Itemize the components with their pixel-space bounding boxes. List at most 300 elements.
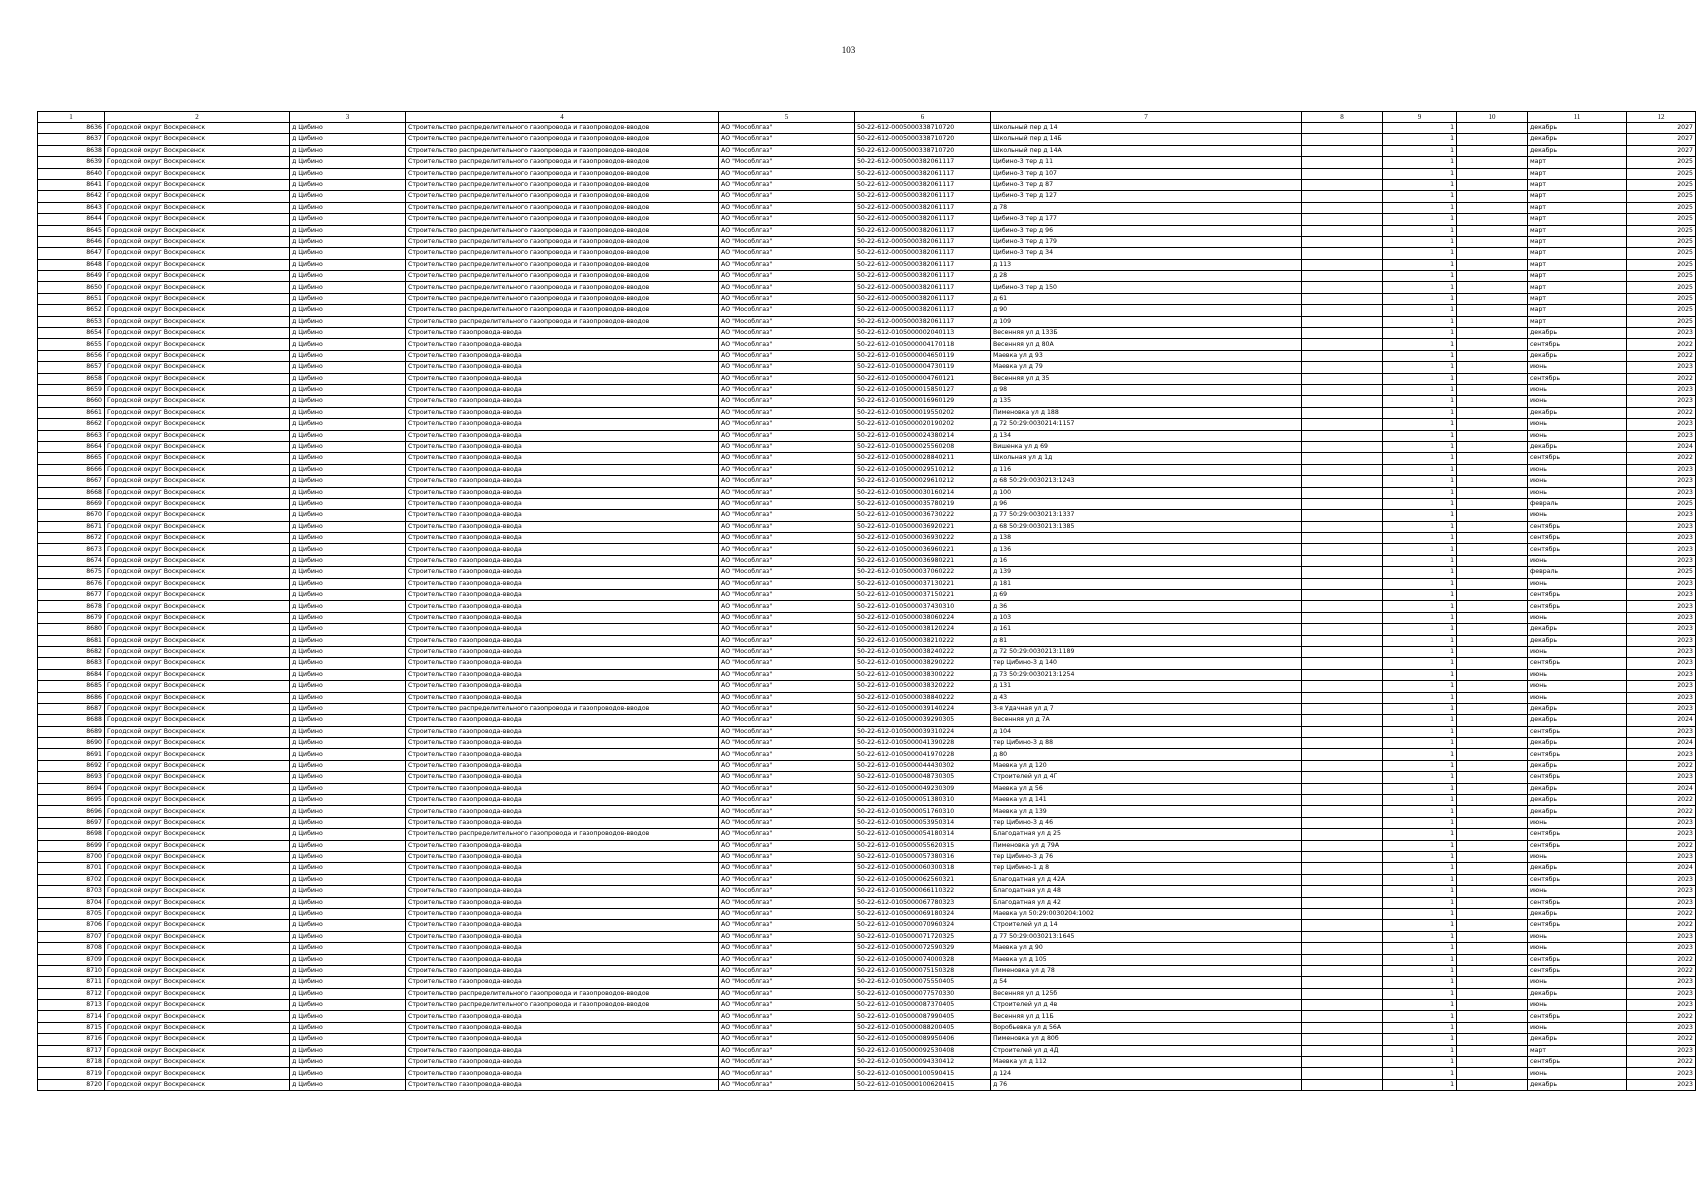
cell-settlement: д Цибино	[290, 510, 406, 521]
cell-work-type: Строительство газопровода-ввода	[406, 498, 719, 509]
cell-address: Цибино-3 тер д 87	[991, 179, 1302, 190]
cell-quantity: 1	[1383, 202, 1457, 213]
cell-year: 2027	[1627, 134, 1696, 145]
cell-month: декабрь	[1528, 123, 1627, 134]
cell-organization: АО "Мособлгаз"	[719, 567, 855, 578]
cell-col10	[1457, 384, 1528, 395]
table-row	[38, 612, 1696, 623]
cell-col8	[1302, 453, 1383, 464]
cell-col8	[1302, 965, 1383, 976]
cell-object-code: 50-22-612-0105000041390228	[855, 738, 991, 749]
cell-work-type: Строительство газопровода-ввода	[406, 760, 719, 771]
cell-row-number: 8638	[38, 145, 105, 156]
cell-year: 2022	[1627, 908, 1696, 919]
cell-object-code: 50-22-612-0105000038320222	[855, 681, 991, 692]
cell-col8	[1302, 886, 1383, 897]
cell-address: д 104	[991, 726, 1302, 737]
cell-object-code: 50-22-612-0105000039310224	[855, 726, 991, 737]
cell-month: июнь	[1528, 817, 1627, 828]
cell-col8	[1302, 829, 1383, 840]
cell-year: 2023	[1627, 874, 1696, 885]
cell-municipality: Городской округ Воскресенск	[105, 362, 290, 373]
cell-municipality: Городской округ Воскресенск	[105, 612, 290, 623]
cell-quantity: 1	[1383, 840, 1457, 851]
table-row	[38, 943, 1696, 954]
cell-quantity: 1	[1383, 646, 1457, 657]
cell-object-code: 50-22-612-0105000035780219	[855, 498, 991, 509]
cell-month: сентябрь	[1528, 339, 1627, 350]
cell-quantity: 1	[1383, 145, 1457, 156]
cell-year: 2023	[1627, 1079, 1696, 1090]
cell-col10	[1457, 248, 1528, 259]
cell-organization: АО "Мособлгаз"	[719, 1011, 855, 1022]
cell-settlement: д Цибино	[290, 908, 406, 919]
cell-municipality: Городской округ Воскресенск	[105, 1034, 290, 1045]
cell-work-type: Строительство газопровода-ввода	[406, 601, 719, 612]
cell-municipality: Городской округ Воскресенск	[105, 920, 290, 931]
cell-col10	[1457, 920, 1528, 931]
cell-year: 2023	[1627, 749, 1696, 760]
cell-settlement: д Цибино	[290, 350, 406, 361]
cell-quantity: 1	[1383, 601, 1457, 612]
cell-settlement: д Цибино	[290, 601, 406, 612]
cell-settlement: д Цибино	[290, 236, 406, 247]
cell-organization: АО "Мособлгаз"	[719, 943, 855, 954]
cell-organization: АО "Мособлгаз"	[719, 726, 855, 737]
cell-row-number: 8689	[38, 726, 105, 737]
cell-col8	[1302, 988, 1383, 999]
cell-organization: АО "Мособлгаз"	[719, 544, 855, 555]
table-row	[38, 362, 1696, 373]
cell-col8	[1302, 715, 1383, 726]
cell-work-type: Строительство газопровода-ввода	[406, 681, 719, 692]
cell-address: Пименовка ул д 80б	[991, 1034, 1302, 1045]
cell-object-code: 50-22-612-0105000054180314	[855, 829, 991, 840]
cell-year: 2022	[1627, 453, 1696, 464]
cell-address: д 96	[991, 498, 1302, 509]
cell-object-code: 50-22-612-0105000060300318	[855, 863, 991, 874]
cell-row-number: 8691	[38, 749, 105, 760]
cell-settlement: д Цибино	[290, 384, 406, 395]
cell-address: тер Цибино-3 д 140	[991, 658, 1302, 669]
cell-settlement: д Цибино	[290, 430, 406, 441]
cell-quantity: 1	[1383, 795, 1457, 806]
cell-address: Пименовка ул д 78	[991, 965, 1302, 976]
cell-object-code: 50-22-612-0105000044430302	[855, 760, 991, 771]
cell-organization: АО "Мособлгаз"	[719, 453, 855, 464]
cell-col8	[1302, 749, 1383, 760]
cell-col8	[1302, 1034, 1383, 1045]
cell-quantity: 1	[1383, 817, 1457, 828]
cell-col10	[1457, 214, 1528, 225]
cell-col10	[1457, 783, 1528, 794]
cell-year: 2024	[1627, 783, 1696, 794]
cell-object-code: 50-22-612-0105000094330412	[855, 1057, 991, 1068]
table-row	[38, 931, 1696, 942]
table-row	[38, 498, 1696, 509]
cell-work-type: Строительство газопровода-ввода	[406, 555, 719, 566]
cell-year: 2025	[1627, 179, 1696, 190]
cell-object-code: 50-22-612-0105000051380310	[855, 795, 991, 806]
cell-municipality: Городской округ Воскресенск	[105, 464, 290, 475]
cell-municipality: Городской округ Воскресенск	[105, 852, 290, 863]
cell-row-number: 8716	[38, 1034, 105, 1045]
cell-address: д 100	[991, 487, 1302, 498]
cell-object-code: 50-22-612-0005000382061117	[855, 191, 991, 202]
cell-quantity: 1	[1383, 692, 1457, 703]
cell-month: июнь	[1528, 1022, 1627, 1033]
cell-object-code: 50-22-612-0105000057380316	[855, 852, 991, 863]
cell-work-type: Строительство газопровода-ввода	[406, 453, 719, 464]
cell-col8	[1302, 396, 1383, 407]
cell-settlement: д Цибино	[290, 715, 406, 726]
cell-object-code: 50-22-612-0105000048730305	[855, 772, 991, 783]
cell-col10	[1457, 134, 1528, 145]
cell-municipality: Городской округ Воскресенск	[105, 897, 290, 908]
cell-object-code: 50-22-612-0105000100620415	[855, 1079, 991, 1090]
cell-settlement: д Цибино	[290, 259, 406, 270]
cell-col10	[1457, 897, 1528, 908]
cell-settlement: д Цибино	[290, 533, 406, 544]
cell-address: д 124	[991, 1068, 1302, 1079]
cell-quantity: 1	[1383, 1000, 1457, 1011]
column-number-row	[38, 112, 1696, 123]
cell-settlement: д Цибино	[290, 1034, 406, 1045]
cell-municipality: Городской округ Воскресенск	[105, 179, 290, 190]
cell-year: 2022	[1627, 1057, 1696, 1068]
cell-quantity: 1	[1383, 168, 1457, 179]
cell-object-code: 50-22-612-0105000036920221	[855, 521, 991, 532]
cell-settlement: д Цибино	[290, 817, 406, 828]
cell-address: Весенняя ул д 7А	[991, 715, 1302, 726]
cell-row-number: 8704	[38, 897, 105, 908]
cell-col10	[1457, 168, 1528, 179]
cell-year: 2023	[1627, 977, 1696, 988]
cell-row-number: 8679	[38, 612, 105, 623]
column-header-2: 2	[105, 112, 290, 123]
cell-settlement: д Цибино	[290, 419, 406, 430]
cell-col10	[1457, 430, 1528, 441]
cell-organization: АО "Мособлгаз"	[719, 179, 855, 190]
cell-work-type: Строительство газопровода-ввода	[406, 624, 719, 635]
cell-address: д 77 50:29:0030213:1337	[991, 510, 1302, 521]
cell-work-type: Строительство газопровода-ввода	[406, 1068, 719, 1079]
cell-municipality: Городской округ Воскресенск	[105, 749, 290, 760]
cell-row-number: 8646	[38, 236, 105, 247]
cell-col8	[1302, 544, 1383, 555]
cell-municipality: Городской округ Воскресенск	[105, 430, 290, 441]
cell-work-type: Строительство газопровода-ввода	[406, 430, 719, 441]
cell-month: июнь	[1528, 419, 1627, 430]
cell-object-code: 50-22-612-0105000036980221	[855, 555, 991, 566]
table-row	[38, 1034, 1696, 1045]
cell-object-code: 50-22-612-0005000338710720	[855, 123, 991, 134]
cell-col8	[1302, 738, 1383, 749]
cell-work-type: Строительство газопровода-ввода	[406, 533, 719, 544]
cell-row-number: 8674	[38, 555, 105, 566]
cell-municipality: Городской округ Воскресенск	[105, 510, 290, 521]
cell-month: июнь	[1528, 487, 1627, 498]
cell-col10	[1457, 555, 1528, 566]
cell-settlement: д Цибино	[290, 624, 406, 635]
table-row	[38, 886, 1696, 897]
cell-municipality: Городской округ Воскресенск	[105, 806, 290, 817]
cell-address: Цибино-3 тер д 107	[991, 168, 1302, 179]
cell-month: июнь	[1528, 681, 1627, 692]
cell-month: декабрь	[1528, 145, 1627, 156]
cell-row-number: 8710	[38, 965, 105, 976]
cell-col10	[1457, 510, 1528, 521]
cell-organization: АО "Мособлгаз"	[719, 225, 855, 236]
cell-col10	[1457, 1068, 1528, 1079]
cell-row-number: 8715	[38, 1022, 105, 1033]
cell-year: 2025	[1627, 225, 1696, 236]
cell-municipality: Городской округ Воскресенск	[105, 635, 290, 646]
cell-work-type: Строительство распределительного газопровода и газопроводов-вводов	[406, 179, 719, 190]
table-row	[38, 897, 1696, 908]
cell-month: сентябрь	[1528, 840, 1627, 851]
cell-work-type: Строительство распределительного газопровода и газопроводов-вводов	[406, 145, 719, 156]
cell-col8	[1302, 692, 1383, 703]
table-row	[38, 738, 1696, 749]
cell-row-number: 8661	[38, 407, 105, 418]
cell-settlement: д Цибино	[290, 886, 406, 897]
cell-col10	[1457, 145, 1528, 156]
cell-object-code: 50-22-612-0105000016960129	[855, 396, 991, 407]
cell-organization: АО "Мособлгаз"	[719, 191, 855, 202]
cell-row-number: 8668	[38, 487, 105, 498]
cell-col10	[1457, 487, 1528, 498]
cell-quantity: 1	[1383, 635, 1457, 646]
cell-quantity: 1	[1383, 954, 1457, 965]
cell-col8	[1302, 954, 1383, 965]
cell-col10	[1457, 567, 1528, 578]
cell-row-number: 8677	[38, 590, 105, 601]
cell-year: 2023	[1627, 544, 1696, 555]
cell-quantity: 1	[1383, 225, 1457, 236]
table-row	[38, 829, 1696, 840]
cell-quantity: 1	[1383, 350, 1457, 361]
cell-row-number: 8648	[38, 259, 105, 270]
cell-settlement: д Цибино	[290, 612, 406, 623]
cell-month: июнь	[1528, 362, 1627, 373]
cell-year: 2023	[1627, 464, 1696, 475]
cell-organization: АО "Мособлгаз"	[719, 362, 855, 373]
gasification-register-table	[37, 111, 1696, 1091]
cell-month: декабрь	[1528, 328, 1627, 339]
cell-col8	[1302, 624, 1383, 635]
cell-object-code: 50-22-612-0105000055620315	[855, 840, 991, 851]
cell-settlement: д Цибино	[290, 874, 406, 885]
cell-year: 2025	[1627, 202, 1696, 213]
cell-organization: АО "Мособлгаз"	[719, 350, 855, 361]
cell-col8	[1302, 168, 1383, 179]
cell-organization: АО "Мособлгаз"	[719, 795, 855, 806]
cell-year: 2022	[1627, 373, 1696, 384]
cell-row-number: 8680	[38, 624, 105, 635]
table-row	[38, 293, 1696, 304]
cell-settlement: д Цибино	[290, 305, 406, 316]
cell-quantity: 1	[1383, 248, 1457, 259]
cell-row-number: 8688	[38, 715, 105, 726]
cell-row-number: 8651	[38, 293, 105, 304]
cell-object-code: 50-22-612-0105000075150328	[855, 965, 991, 976]
cell-organization: АО "Мособлгаз"	[719, 328, 855, 339]
cell-address: д 80	[991, 749, 1302, 760]
cell-work-type: Строительство газопровода-ввода	[406, 852, 719, 863]
table-row	[38, 965, 1696, 976]
cell-month: сентябрь	[1528, 749, 1627, 760]
cell-object-code: 50-22-612-0105000051760310	[855, 806, 991, 817]
cell-quantity: 1	[1383, 521, 1457, 532]
cell-year: 2023	[1627, 931, 1696, 942]
cell-row-number: 8702	[38, 874, 105, 885]
cell-col10	[1457, 305, 1528, 316]
cell-row-number: 8701	[38, 863, 105, 874]
cell-col8	[1302, 1011, 1383, 1022]
cell-organization: АО "Мособлгаз"	[719, 1068, 855, 1079]
cell-row-number: 8650	[38, 282, 105, 293]
cell-work-type: Строительство газопровода-ввода	[406, 840, 719, 851]
cell-quantity: 1	[1383, 1068, 1457, 1079]
cell-quantity: 1	[1383, 1022, 1457, 1033]
cell-organization: АО "Мособлгаз"	[719, 168, 855, 179]
cell-municipality: Городской округ Воскресенск	[105, 931, 290, 942]
cell-col8	[1302, 635, 1383, 646]
cell-address: д 68 50:29:0030213:1243	[991, 476, 1302, 487]
cell-municipality: Городской округ Воскресенск	[105, 350, 290, 361]
cell-row-number: 8699	[38, 840, 105, 851]
cell-municipality: Городской округ Воскресенск	[105, 954, 290, 965]
cell-col8	[1302, 419, 1383, 430]
cell-year: 2023	[1627, 590, 1696, 601]
cell-work-type: Строительство газопровода-ввода	[406, 783, 719, 794]
cell-col8	[1302, 817, 1383, 828]
cell-month: июнь	[1528, 692, 1627, 703]
cell-object-code: 50-22-612-0105000015850127	[855, 384, 991, 395]
table-row	[38, 521, 1696, 532]
cell-year: 2022	[1627, 407, 1696, 418]
cell-month: декабрь	[1528, 795, 1627, 806]
cell-month: сентябрь	[1528, 897, 1627, 908]
cell-month: март	[1528, 316, 1627, 327]
cell-col8	[1302, 430, 1383, 441]
table-row	[38, 703, 1696, 714]
cell-municipality: Городской округ Воскресенск	[105, 168, 290, 179]
cell-organization: АО "Мособлгаз"	[719, 954, 855, 965]
cell-quantity: 1	[1383, 988, 1457, 999]
cell-settlement: д Цибино	[290, 829, 406, 840]
cell-month: июнь	[1528, 578, 1627, 589]
cell-object-code: 50-22-612-0105000038210222	[855, 635, 991, 646]
cell-object-code: 50-22-612-0105000036930222	[855, 533, 991, 544]
table-row	[38, 669, 1696, 680]
cell-row-number: 8641	[38, 179, 105, 190]
cell-col8	[1302, 908, 1383, 919]
cell-year: 2023	[1627, 533, 1696, 544]
cell-settlement: д Цибино	[290, 168, 406, 179]
cell-quantity: 1	[1383, 578, 1457, 589]
cell-address: тер Цибино-3 д 46	[991, 817, 1302, 828]
cell-settlement: д Цибино	[290, 498, 406, 509]
cell-row-number: 8717	[38, 1045, 105, 1056]
cell-object-code: 50-22-612-0105000002040113	[855, 328, 991, 339]
cell-object-code: 50-22-612-0105000092530408	[855, 1045, 991, 1056]
cell-work-type: Строительство газопровода-ввода	[406, 1057, 719, 1068]
cell-work-type: Строительство распределительного газопровода и газопроводов-вводов	[406, 214, 719, 225]
cell-organization: АО "Мособлгаз"	[719, 772, 855, 783]
cell-year: 2023	[1627, 430, 1696, 441]
cell-municipality: Городской округ Воскресенск	[105, 248, 290, 259]
cell-year: 2025	[1627, 282, 1696, 293]
cell-settlement: д Цибино	[290, 282, 406, 293]
cell-col8	[1302, 646, 1383, 657]
table-row	[38, 806, 1696, 817]
cell-address: д 77 50:29:0030213:1645	[991, 931, 1302, 942]
cell-object-code: 50-22-612-0105000038300222	[855, 669, 991, 680]
cell-address: 3-я Удачная ул д 7	[991, 703, 1302, 714]
cell-municipality: Городской округ Воскресенск	[105, 373, 290, 384]
cell-year: 2023	[1627, 681, 1696, 692]
table-row	[38, 817, 1696, 828]
cell-municipality: Городской округ Воскресенск	[105, 658, 290, 669]
cell-address: Строителей ул д 4Г	[991, 772, 1302, 783]
cell-quantity: 1	[1383, 1079, 1457, 1090]
cell-quantity: 1	[1383, 863, 1457, 874]
cell-settlement: д Цибино	[290, 191, 406, 202]
cell-address: д 54	[991, 977, 1302, 988]
cell-col8	[1302, 179, 1383, 190]
cell-organization: АО "Мособлгаз"	[719, 908, 855, 919]
cell-month: сентябрь	[1528, 772, 1627, 783]
cell-work-type: Строительство распределительного газопровода и газопроводов-вводов	[406, 829, 719, 840]
cell-col10	[1457, 350, 1528, 361]
cell-municipality: Городской округ Воскресенск	[105, 384, 290, 395]
cell-organization: АО "Мособлгаз"	[719, 692, 855, 703]
cell-col8	[1302, 612, 1383, 623]
cell-settlement: д Цибино	[290, 145, 406, 156]
cell-work-type: Строительство распределительного газопровода и газопроводов-вводов	[406, 134, 719, 145]
cell-year: 2023	[1627, 817, 1696, 828]
cell-col8	[1302, 214, 1383, 225]
table-body	[38, 123, 1696, 1091]
cell-col8	[1302, 157, 1383, 168]
table-row	[38, 1022, 1696, 1033]
cell-work-type: Строительство газопровода-ввода	[406, 1011, 719, 1022]
cell-organization: АО "Мособлгаз"	[719, 134, 855, 145]
cell-row-number: 8711	[38, 977, 105, 988]
cell-address: Цибино-3 тер д 150	[991, 282, 1302, 293]
cell-month: сентябрь	[1528, 533, 1627, 544]
cell-work-type: Строительство газопровода-ввода	[406, 646, 719, 657]
cell-organization: АО "Мособлгаз"	[719, 817, 855, 828]
cell-month: декабрь	[1528, 783, 1627, 794]
cell-col10	[1457, 441, 1528, 452]
cell-col8	[1302, 339, 1383, 350]
cell-month: февраль	[1528, 567, 1627, 578]
cell-col8	[1302, 282, 1383, 293]
cell-month: март	[1528, 282, 1627, 293]
cell-settlement: д Цибино	[290, 339, 406, 350]
cell-address: д 98	[991, 384, 1302, 395]
table-row	[38, 350, 1696, 361]
table-row	[38, 419, 1696, 430]
cell-row-number: 8655	[38, 339, 105, 350]
cell-year: 2023	[1627, 555, 1696, 566]
cell-col10	[1457, 282, 1528, 293]
cell-quantity: 1	[1383, 783, 1457, 794]
cell-month: март	[1528, 168, 1627, 179]
